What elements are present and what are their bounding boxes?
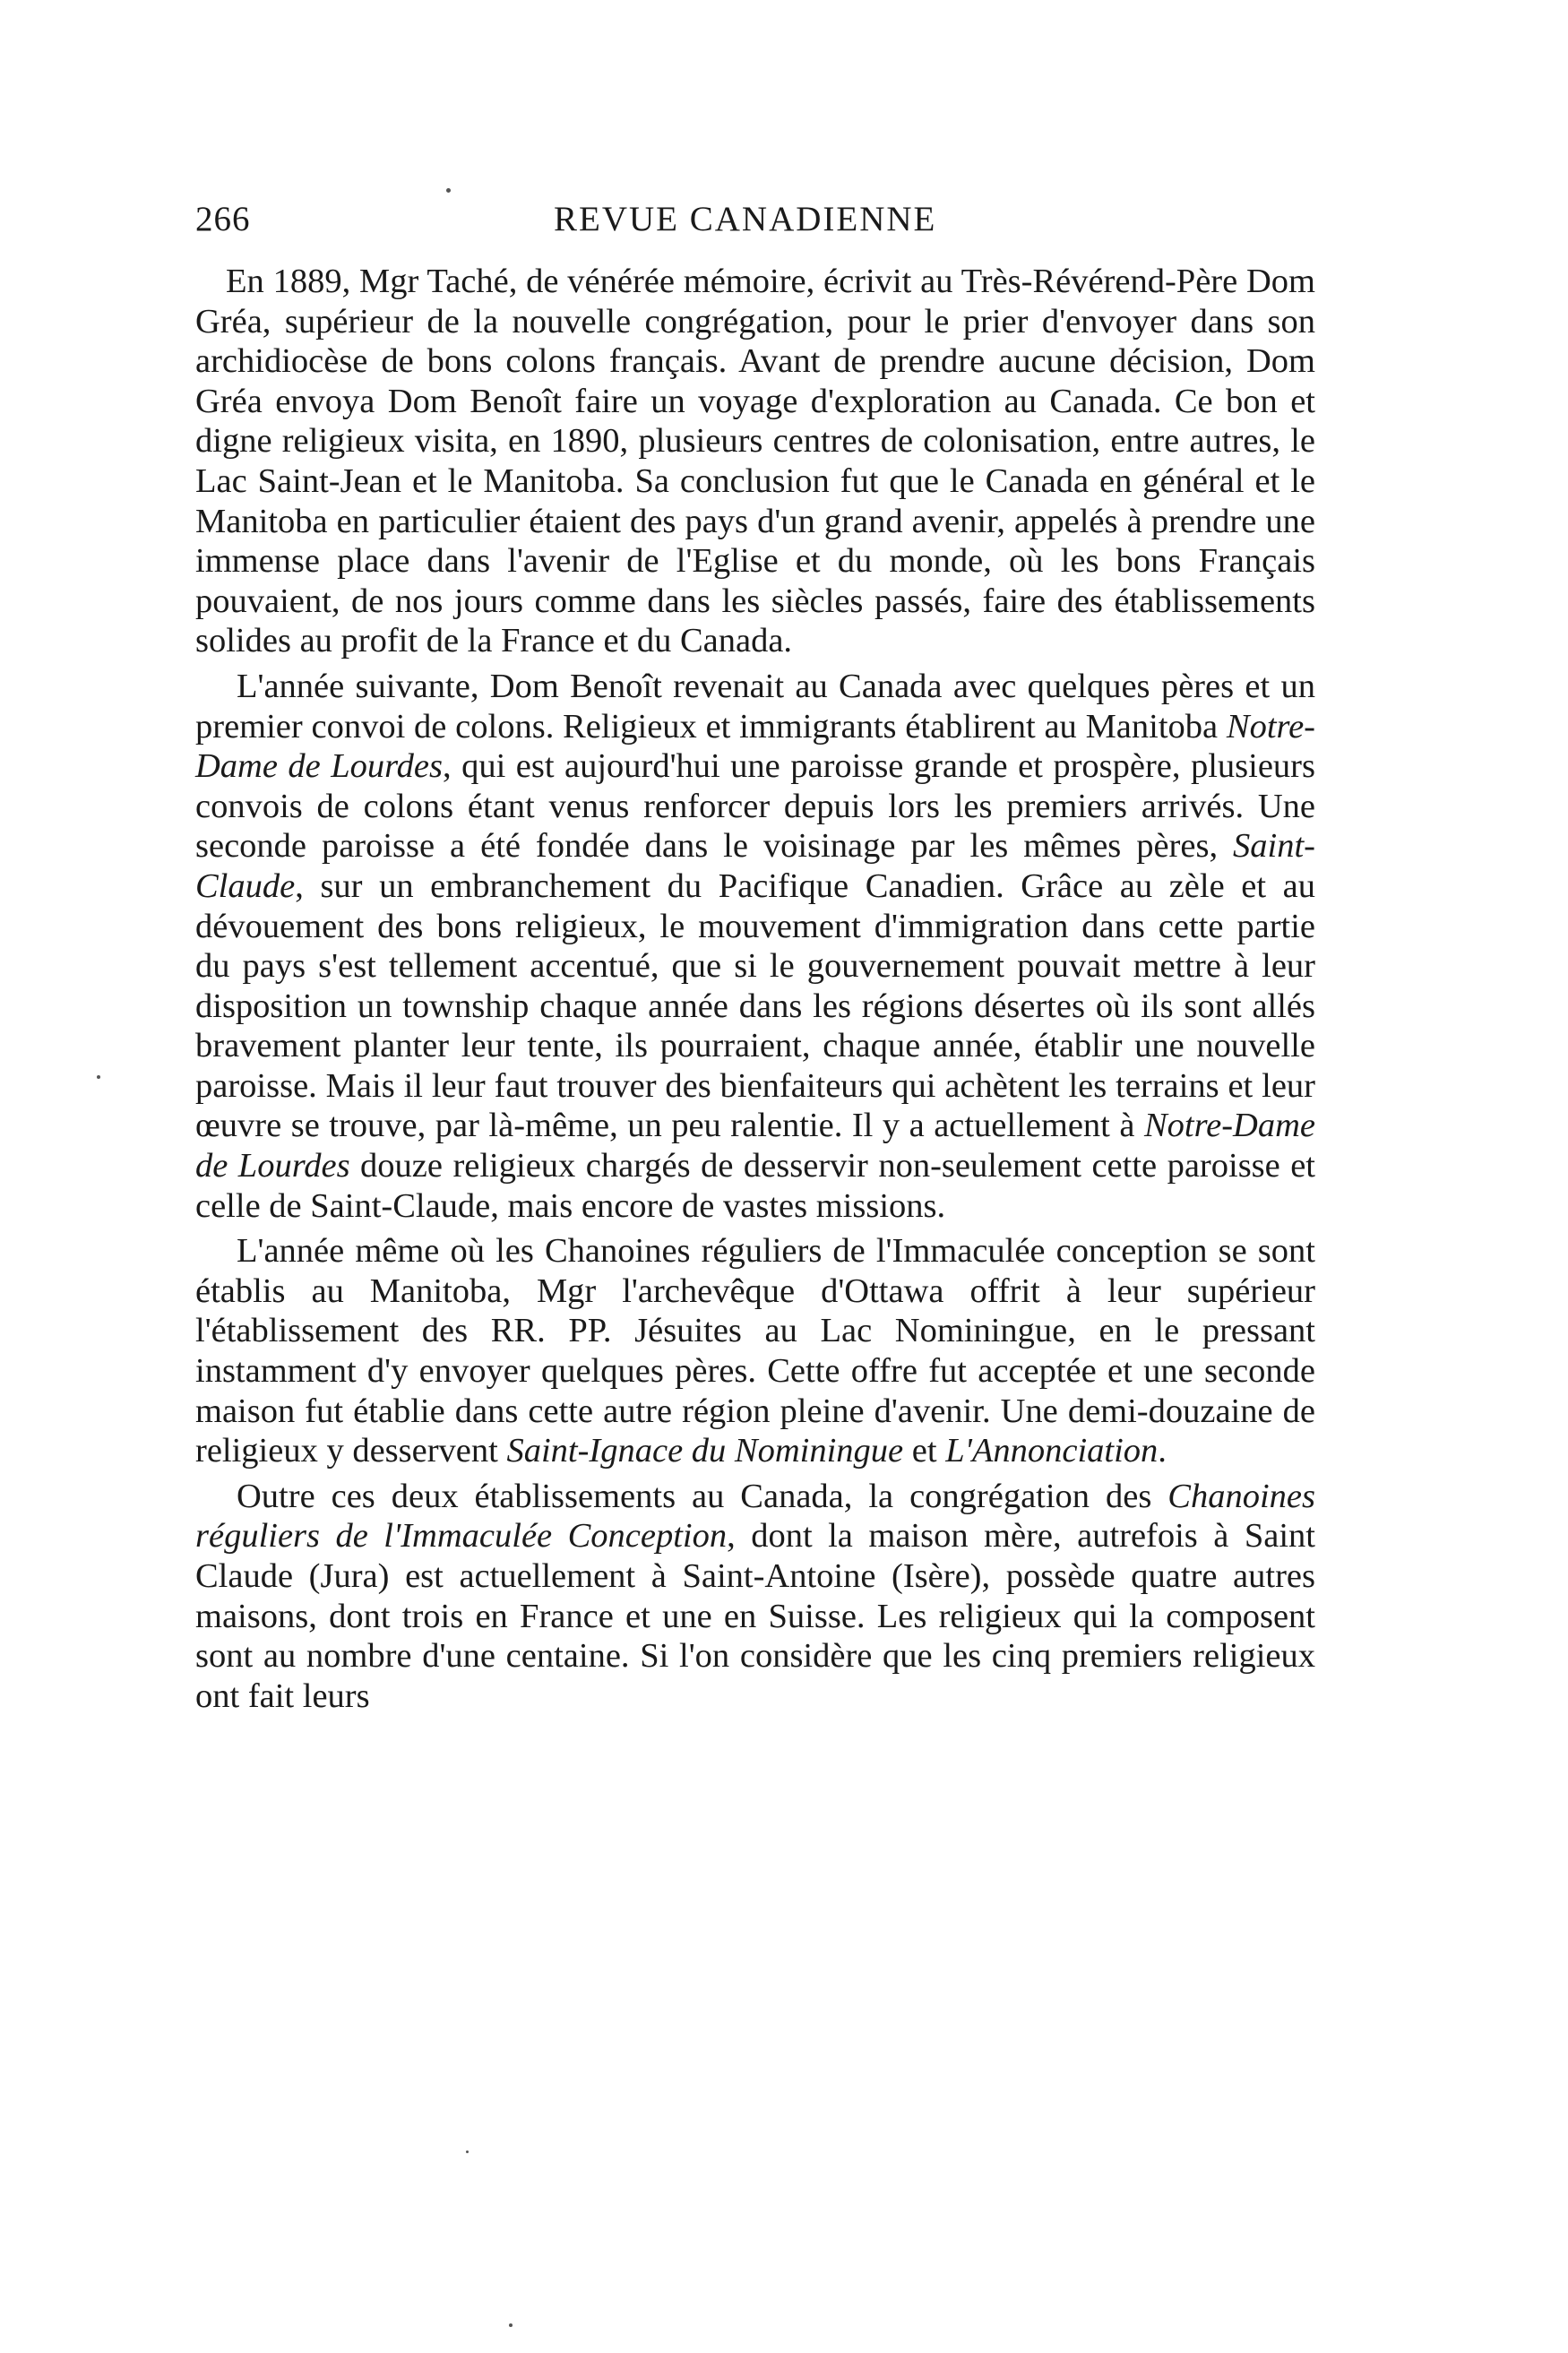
text-run: , dont la maison mère, autrefois à Saint Claude (Jura) est actuellement à Saint-Antoine (Isère), possède quatre autres maisons, dont trois en France et une en Suisse. Les religieux qui la composent sont au nombre d'une centaine. Si l'on considère que les cinq premiers religieux ont fait leurs (195, 1517, 1315, 1715)
text-run: L'année même où les Chanoines réguliers de l'Immaculée conception se sont établis au Manitoba, Mgr l'archevêque d'Ottawa offrit à leur supérieur l'établissement des RR. PP. Jésuites au Lac Nominingue, en le pressant instamment d'y envoyer quelques pères. Cette offre fut acceptée et une seconde maison fut établie dans cette autre région pleine d'avenir. Une demi-douzaine de religieux y desservent (195, 1232, 1315, 1470)
journal-title: REVUE CANADIENNE (554, 200, 937, 238)
italic-text: Saint-Claude (195, 827, 1315, 905)
page-number: 266 (195, 200, 251, 238)
text-run: douze religieux chargés de desservir non-seulement cette paroisse et celle de Saint-Claude, mais encore de vastes missions. (195, 1147, 1315, 1225)
scan-speck (509, 2323, 513, 2327)
text-run: Outre ces deux établissements au Canada, la congrégation des (237, 1477, 1168, 1515)
paragraph (195, 1477, 1315, 1717)
scan-speck (97, 1075, 100, 1079)
scan-speck (446, 188, 451, 193)
paragraph (195, 1231, 1315, 1471)
running-head (195, 199, 1315, 244)
paragraph (195, 667, 1315, 1226)
paragraph (195, 262, 1315, 661)
italic-text: Notre-Dame de Lourdes (195, 707, 1315, 786)
italic-text: Chanoines réguliers de l'Immaculée Conception (195, 1477, 1315, 1556)
italic-text: Saint-Ignace du Nominingue (506, 1432, 904, 1470)
text-run: , sur un embranchement du Pacifique Canadien. Grâce au zèle et au dévouement des bons religieux, le mouvement d'immigration dans cette partie du pays s'est tellement accentué, que si le gouvernement pouvait mettre à leur disposition un township chaque année dans les régions désertes où ils sont allés bravement planter leur tente, ils pourraient, chaque année, établir une nouvelle paroisse. Mais il leur faut trouver des bienfaiteurs qui achètent les terrains et leur œuvre se trouve, par là-même, un peu ralentie. Il y a actuellement à (195, 866, 1315, 1145)
text-run: et (903, 1432, 946, 1470)
text-run: L'année suivante, Dom Benoît revenait au Canada avec quelques pères et un premier convoi de colons. Religieux et immigrants établirent au Manitoba (195, 667, 1315, 746)
italic-text: Notre-Dame de Lourdes (195, 1107, 1315, 1185)
text-run: , qui est aujourd'hui une paroisse grande et prospère, plusieurs convois de colons étant venus renforcer depuis lors les premiers arrivés. Une seconde paroisse a été fondée dans le voisinage par les mêmes pères, (195, 747, 1315, 866)
scan-speck (466, 2150, 469, 2153)
text-run: En 1889, Mgr Taché, de vénérée mémoire, écrivit au Très-Révérend-Père Dom Gréa, supérieur de la nouvelle congrégation, pour le prier d'envoyer dans son archidiocèse de bons colons français. Avant de prendre aucune décision, Dom Gréa envoya Dom Benoît faire un voyage d'exploration au Canada. Ce bon et digne religieux visita, en 1890, plusieurs centres de colonisation, entre autres, le Lac Saint-Jean et le Manitoba. Sa conclusion fut que le Canada en général et le Manitoba en particulier étaient des pays d'un grand avenir, appelés à prendre une immense place dans l'avenir de l'Eglise et du monde, où les bons Français pouvaient, de nos jours comme dans les siècles passés, faire des établissements solides au profit de la France et du Canada. (195, 263, 1315, 660)
italic-text: L'Annonciation (945, 1432, 1159, 1470)
article-body (195, 262, 1315, 1721)
text-run: . (1158, 1432, 1167, 1470)
